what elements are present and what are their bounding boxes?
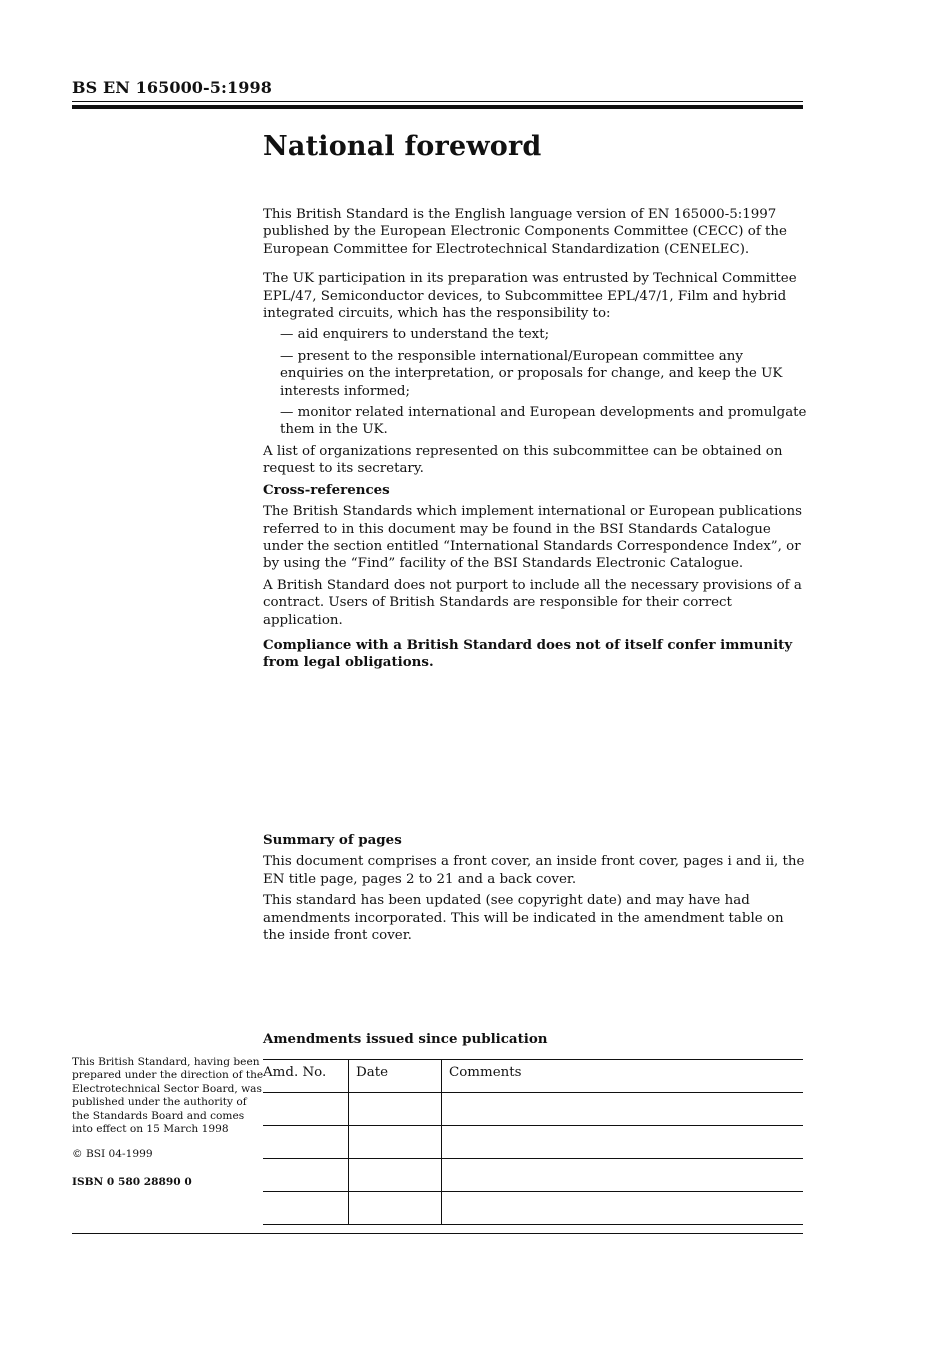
- summary-section: [263, 832, 808, 948]
- table-cell: [442, 1093, 804, 1126]
- table-cell: [263, 1126, 349, 1159]
- table-cell: [263, 1192, 349, 1225]
- table-row: [263, 1159, 803, 1192]
- table-cell: [349, 1093, 442, 1126]
- intro-paragraph: This British Standard is the English language version of EN 165000-5:1997 published by the European Electronic Components Committee (CECC) of the European Committee for Electrotechnical Standardization (CENELEC).: [263, 207, 787, 257]
- table-row: [263, 1126, 803, 1159]
- document-code: BS EN 165000-5:1998: [72, 78, 272, 97]
- table-cell: [349, 1159, 442, 1192]
- header-rule-thin: [72, 101, 803, 102]
- publication-note: [72, 1056, 264, 1201]
- table-cell: [349, 1126, 442, 1159]
- header-rule-thick: [72, 105, 803, 109]
- update-text: This standard has been updated (see copyright date) and may have had amendments incorporated. This will be indicated in the amendment table on the inside front cover.: [263, 893, 784, 944]
- table-cell: [349, 1192, 442, 1225]
- cross-references-heading: Cross-references: [263, 481, 390, 498]
- foreword-body: [263, 206, 808, 676]
- list-item: — aid enquirers to understand the text;: [280, 327, 550, 343]
- isbn-number: ISBN 0 580 28890 0: [72, 1175, 192, 1188]
- amendments-title: Amendments issued since publication: [263, 1031, 548, 1047]
- summary-text: This document comprises a front cover, an inside front cover, pages i and ii, the EN title page, pages 2 to 21 and a back cover.: [263, 854, 805, 887]
- participation-paragraph: The UK participation in its preparation was entrusted by Technical Committee EPL/47, Semiconductor devices, to Subcommittee EPL/47/1, Film and hybrid integrated circuits, which has the responsibility to:: [263, 271, 797, 322]
- list-item: — present to the responsible international/European committee any enquiries on the interpretation, or proposals for change, and keep the UK interests informed;: [280, 348, 783, 399]
- table-cell: [442, 1192, 804, 1225]
- column-header-amd-no: Amd. No.: [263, 1060, 349, 1093]
- provisions-text: A British Standard does not purport to include all the necessary provisions of a contract. Users of British Standards are responsible for their correct application.: [263, 577, 802, 628]
- list-note-paragraph: A list of organizations represented on this subcommittee can be obtained on request to its secretary.: [263, 443, 783, 477]
- table-row: [263, 1192, 803, 1225]
- table-cell: [442, 1126, 804, 1159]
- amendments-table: [263, 1059, 803, 1225]
- table-cell: [442, 1159, 804, 1192]
- table-header-row: [263, 1060, 803, 1093]
- prepared-note: This British Standard, having been prepared under the direction of the Electrotechnical Sector Board, was published under the authority of the Standards Board and comes into effect on 15 March 1998: [72, 1056, 264, 1136]
- cross-references-text: The British Standards which implement international or European publications referred to in this document may be found in the BSI Standards Catalogue under the section entitled “International Standards Correspondence Index”, or by using the “Find” facility of the BSI Standards Electronic Catalogue.: [263, 504, 802, 572]
- responsibility-list: [263, 326, 808, 438]
- compliance-statement: Compliance with a British Standard does not of itself confer immunity from legal obligations.: [263, 636, 793, 671]
- copyright-note: © BSI 04-1999: [72, 1148, 153, 1161]
- table-row: [263, 1093, 803, 1126]
- list-item: — monitor related international and European developments and promulgate them in the UK.: [280, 405, 807, 438]
- table-cell: [263, 1159, 349, 1192]
- summary-heading: Summary of pages: [263, 832, 402, 848]
- page-title: National foreword: [263, 131, 542, 162]
- column-header-comments: Comments: [442, 1060, 804, 1093]
- footer-rule: [72, 1233, 803, 1234]
- column-header-date: Date: [349, 1060, 442, 1093]
- table-cell: [263, 1093, 349, 1126]
